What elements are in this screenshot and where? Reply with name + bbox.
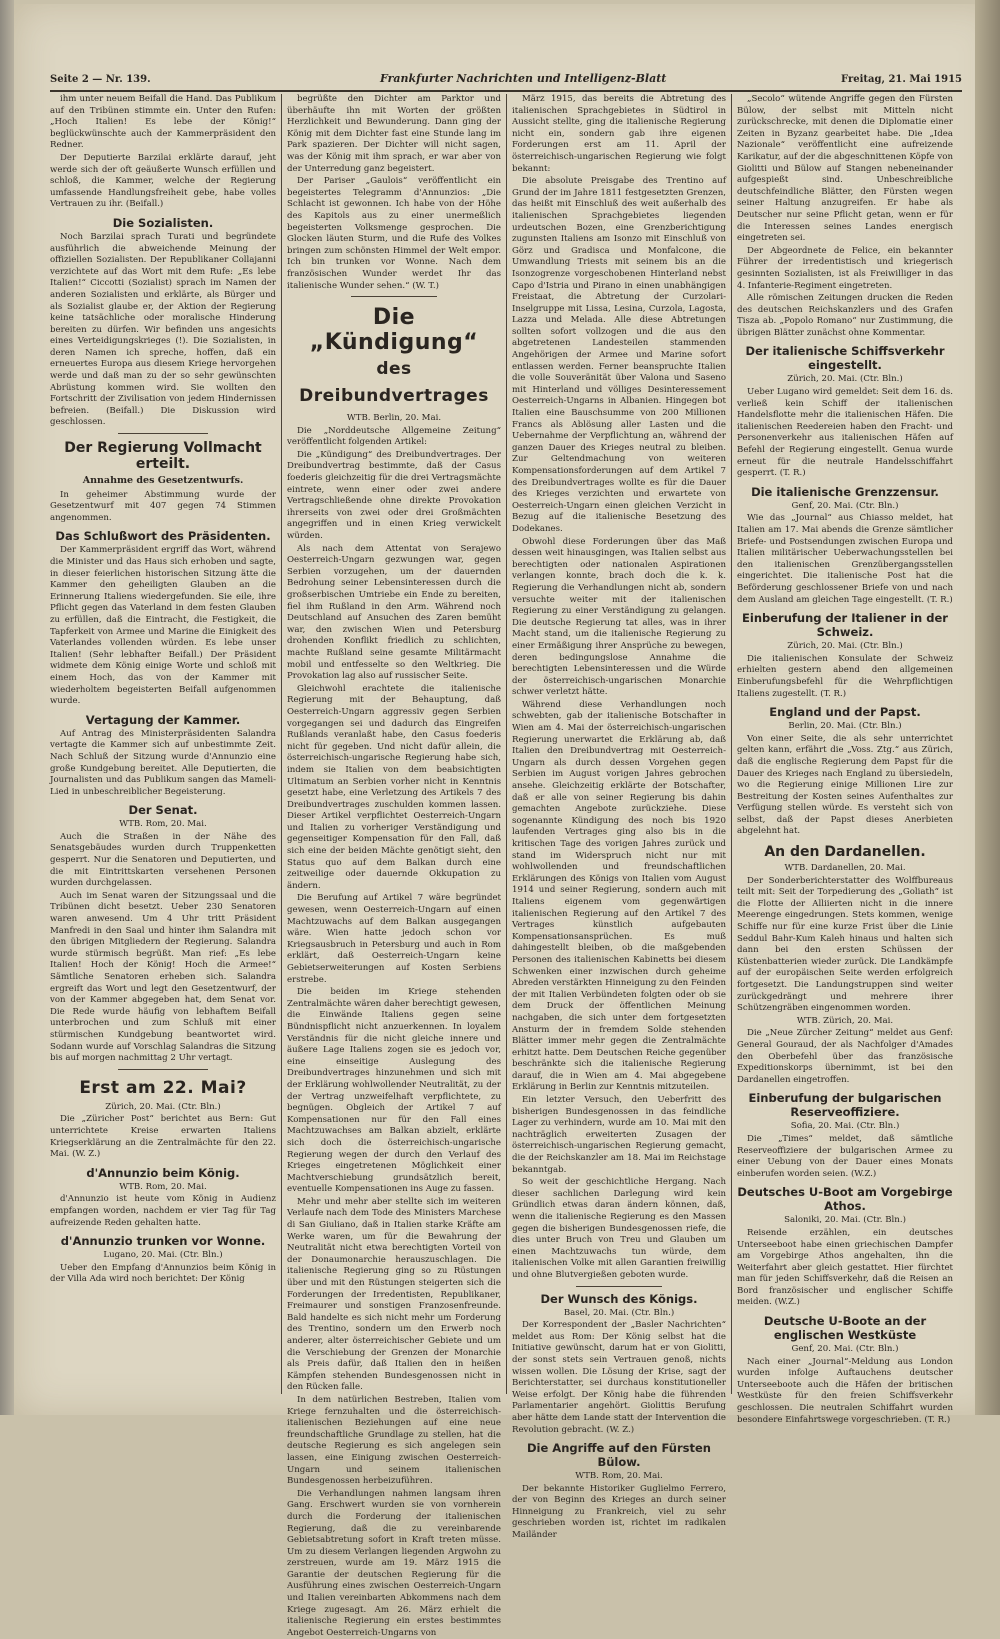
article-text: begrüßte den Dichter am Parktor und überhäufte ihn mit Worten der größten Herzlichkeit und Bewunderung. Dann ging der König mit dem Dichter fast eine Stunde lang im Park spazieren. Der Dichter will nicht sagen, was der König mit ihm sprach, er war aber von der Unterredung ganz begeistert. — [287, 94, 501, 174]
article-text: Mehr und mehr aber stellte sich im weiteren Verlaufe nach dem Tode des Ministers Marchese di San Giuliano, daß in Italien starke Kräfte am Werke waren, um für die Bewahrung der Neutralität nicht etwa berechtigten Vorteil von der Donaumonarchie herauszuschlagen. Die italienische Regierung ging so zu Rüstungen über und mit den Rüstungen steigerten sich die Forderungen der Irredentisten, Republikaner, Freimaurer und sonstigen Franzosenfreunde. Bald handelte es sich nicht mehr um Forderung des Trentino, sondern um den Erwerb noch anderer, alter österreichischer Gebiete und um die Verschiebung der Grenzen der Monarchie als Preis dafür, daß Italien den in heißen Kämpfen stehenden Bundesgenossen nicht in den Rücken falle. — [287, 1196, 501, 1393]
article-text: In dem natürlichen Bestreben, Italien vom Kriege fernzuhalten und die österreichisch-italienischen Beziehungen auf eine neue freundschaftliche Grundlage zu stellen, hat die deutsche Regierung es sich angelegen sein lassen, eine Einigung zwischen Oesterreich-Ungarn und seinem italienischen Bundesgenossen herbeizuführen. — [287, 1394, 501, 1487]
header-page-number: Seite 2 — Nr. 139. — [50, 74, 151, 85]
headline-wunsch-koenig: Der Wunsch des Königs. — [540, 1291, 698, 1306]
headline-sozialisten: Die Sozialisten. — [112, 215, 214, 230]
headline-uboot-athos: Deutsches U-Boot am Vorgebirge Athos. — [737, 1185, 953, 1214]
header-rule — [50, 90, 962, 92]
separator — [118, 1069, 208, 1070]
article-text: Auf Antrag des Ministerpräsidenten Salandra vertagte die Kammer sich auf unbestimmte Zeit. Nach Schluß der Sitzung wurde d'Annunzio eine große Kundgebung bereitet. Alle Deputierten, die Journalisten und das Publikum sangen das Mameli-Lied in unbeschreiblicher Begeisterung. — [50, 728, 276, 797]
page-fold-edge — [975, 0, 1000, 1415]
headline-kuendigung-line1: Die „Kündigung“ — [309, 305, 479, 356]
article-text: Während diese Verhandlungen noch schwebten, gab der italienische Botschafter in Wien am 4. Mai der österreichisch-ungarischen Regierung unerwartet die Erklärung ab, daß Italien den Dreibundvertrag mit Oesterreich-Ungarn als durch dessen Vorgehen gegen Serbien im August vorigen Jahres gebrochen ansehe. Gleichzeitig erklärte der Botschafter, daß er alle von seiner Regierung bis dahin gemachten Angebote zurückziehe. Diese sogenannte Kündigung des noch bis 1920 laufenden Vertrages ging also bis in die kritischen Tage des vorigen Jahres zurück und stand im Widerspruch nicht nur mit wohlwollenden und freundschaftlichen Erklärungen des Königs von Italien vom August 1914 und seiner Regierung, sondern auch mit Italiens eigenem vom gegenwärtigen italienischen Regierung auf den Artikel 7 des Vertrages künstlich aufgebauten Kompensationsansprüchen. Es muß dahingestellt bleiben, ob die maßgebenden Personen des italienischen Kabinetts bei diesem Schwenken einer inzwischen durch geheime Abreden verstärkten Hinneigung zu den Feinden der mit Italien Verbündeten folgten oder ob sie dem Druck der öffentlichen Meinung nachgaben, die sich unter dem fortgesetzten Ansturm der in fremdem Solde stehenden Blätter immer mehr gegen die Zentralmächte erhitzt hatte. Dem Deutschen Reiche gegenüber beschränkte sich die italienische Regierung darauf, die in Wien am 4. Mai abgegebene Erklärung in Berlin zur Kenntnis mitzuteilen. — [512, 699, 726, 1093]
article-text: Die absolute Preisgabe des Trentino auf Grund der im Jahre 1811 festgesetzten Grenzen, das heißt mit Einschluß des weit außerhalb des italienischen Sprachgebietes liegenden urdeutschen Bozen, eine Grenzberichtigung zugunsten Italiens am Isonzo mit Einschluß von Görz und Gradisca und Monfalcone, die Umwandlung Triests mit seinem bis an die Isonzogrenze vorgeschobenen Hinterland nebst Capo d'Istria und Pirano in einen unabhängigen Freistaat, die Abtretung der Curzolari-Inselgruppe mit Lissa, Lesina, Curzola, Lagosta, Lazza und Melada. Alle diese Abtretungen sollten sofort vollzogen und die aus den abgetretenen Landesteilen stammenden Angehörigen der Armee und Marine sofort entlassen werden. Ferner beanspruchte Italien die volle Souveränität über Valona und Saseno mit Hinterland und völliges Desinteressement Oesterreich-Ungarns in Albanien. Hingegen bot Italien eine Bauschsumme von 200 Millionen Francs als Ablösung aller Lasten und die Uebernahme der Verpflichtung an, während der ganzen Dauer des Krieges neutral zu bleiben. Zur Geltendmachung von weiteren Kompensationsforderungen auf dem Artikel 7 des Dreibundvertrages wollte es für die Dauer des Krieges verzichten und erwartete von Oesterreich-Ungarn einen gleichen Verzicht in Bezug auf die italienische Besetzung des Dodekanes. — [512, 176, 726, 534]
article-text: Noch Barzilai sprach Turati und begründete ausführlich die abweichende Meinung der offiziellen Sozialisten. Der Republikaner Collajanni verzichtete auf das Wort mit dem Rufe: „Es lebe Italien!“ Ciccotti (Sozialist) sprach im Namen der anderen Sozialisten und erklärte, als Bürger und als Sozialist glaube er, der Aktion der Regierung keine tatsächliche oder moralische Hinderung bereiten zu dürfen. Wir befinden uns angesichts eines Verteidigungskrieges (!). Die Sozialisten, in deren Namen ich spreche, hoffen, daß ein erneuertes Europa aus diesem Kriege hervorgehen werde und daß man zu der so sehr gewünschten Abrüstung kommen wird. Sie wollten den Fortschritt der Zivilisation von jedem Hindernissen befreien. (Beifall.) Die Diskussion wird geschlossen. — [50, 231, 276, 428]
dateline: WTB. Rom, 20. Mai. — [119, 1181, 207, 1192]
headline-uboote-westkueste: Deutsche U-Boote an der englischen Westküste — [763, 1314, 927, 1343]
dateline: Zürich, 20. Mai. (Ctr. Bln.) — [787, 374, 903, 385]
column-1 — [50, 94, 276, 1394]
article-text: Gleichwohl erachtete die italienische Regierung mit der Behauptung, daß Oesterreich-Ungarn aggressiv gegen Serbien vorgegangen sei und dadurch das Eingreifen Rußlands veranlaßt habe, den Casus foederis nicht für gegeben. Und nicht dafür allein, die österreichisch-ungarische Regierung habe sich, indem sie Italien von dem beabsichtigten Ultimatum an Serbien vorher nicht in Kenntnis gesetzt habe, eine Verletzung des Artikels 7 des Dreibundvertrages zuschulden kommen lassen. Dieser Artikel verpflichtet Oesterreich-Ungarn und Italien zu vorheriger Verständigung und gegenseitiger Kompensation für den Fall, daß sich eine der beiden Mächte genötigt sieht, den Status quo auf dem Balkan durch eine zeitweilige oder dauernde Okkupation zu ändern. — [287, 683, 501, 891]
dateline: WTB. Rom, 20. Mai. — [119, 819, 207, 830]
article-text: Auch die Straßen in der Nähe des Senatsgebäudes wurden durch Truppenketten gesperrt. Nur die Senatoren und Deputierten, und die mit Eintrittskarten versehenen Personen wurden durchgelassen. — [50, 831, 276, 889]
article-text: So weit der geschichtliche Hergang. Nach dieser sachlichen Darlegung wird kein Gründlich etwas daran ändern können, daß, wenn die italienische Regierung es den Massen gegen die bisherigen Bundesgenossen riefe, die dies unter Bruch von Treu und Glauben um einen Machtzuwachs tun würde, dem italienischen Volke mit allen Garantien freiwillig und ohne Blutvergießen geboten wurde. — [512, 1177, 726, 1280]
subheadline: Annahme des Gesetzentwurfs. — [82, 475, 244, 487]
article-text: Der Sonderberichterstatter des Wolffbureaus teilt mit: Seit der Torpedierung des „Goliath“ ist die Flotte der Alliierten nicht in die innere Meerenge eingedrungen. Stets kommen, wenige Schiffe nur für eine kurze Frist über die Linie Seddul Bahr-Kum Kaleh hinaus und halten sich dann bei den ersten Schüssen der Küstenbatterien wieder zurück. Die Landkämpfe auf der europäischen Seite werden erfolgreich fortgesetzt. Die Landungstruppen sind weiter zurückgedrängt und mehrere ihrer Schützengräben eingenommen worden. — [737, 875, 953, 1014]
headline-bulgarische-reserve: Einberufung der bulgarischen Reserveoffiziere. — [748, 1091, 942, 1120]
dateline: Genf, 20. Mai. (Ctr. Bln.) — [791, 500, 899, 511]
headline-grenzzensur: Die italienische Grenzzensur. — [751, 484, 939, 499]
article-text: d'Annunzio ist heute vom König in Audienz empfangen worden, nachdem er vier Tag für Tag aufreizende Reden gehalten hatte. — [50, 1194, 276, 1228]
dateline: Zürich, 20. Mai. (Ctr. Bln.) — [787, 641, 903, 652]
article-text: Die Verhandlungen nahmen langsam ihren Gang. Erschwert wurden sie von vornherein durch die Forderung der italienischen Regierung, daß die zu vereinbarende Gebietsabtretung sofort in Kraft treten müsse. Um zu diesem Verlangen liegenden Argwohn zu zerstreuen, wurde am 19. März 1915 die Garantie der deutschen Regierung für die Ausführung eines zwischen Oesterreich-Ungarn und Italien vereinbarten Abkommens nach dem Kriege zugesagt. Am 26. März erhielt die italienische Regierung ein erstes bestimmtes Angebot Oesterreich-Ungarns von — [287, 1488, 501, 1638]
article-text: Die „Times“ meldet, daß sämtliche Reserveoffiziere der bulgarischen Armee zu einer Uebung von der Dauer eines Monats einberufen worden seien. (W.Z.) — [737, 1133, 953, 1179]
article-text: März 1915, das bereits die Abtretung des italienischen Sprachgebietes in Südtirol in Aussicht stellte, ging die italienische Regierung nicht ein, sondern gab ihre eigenen Forderungen erst am 11. April der österreichisch-ungarischen Regierung wie folgt bekannt: — [512, 94, 726, 174]
dateline: Berlin, 20. Mai. (Ctr. Bln.) — [788, 721, 902, 732]
article-text: Ueber Lugano wird gemeldet: Seit dem 16. ds. verließ kein Schiff der italienischen Handelsflotte mehr die italienischen Häfen. Die italienischen Reedereien haben den Fracht- und Personenverkehr aus italienischen Häfen auf Befehl der Regierung eingestellt. Genua wurde erneut für die neutrale Handelsschiffahrt gesperrt. (T. R.) — [737, 387, 953, 479]
headline-angriffe-buelow: Die Angriffe auf den Fürsten Bülow. — [527, 1441, 711, 1470]
page-header — [50, 72, 962, 88]
article-text: Der Deputierte Barzilai erklärte darauf, jeht werde sich der oft geäußerte Wunsch erfüllen und schloß, die Kammer, welche der Regierung umfassende Handlungsfreiheit gebe, habe volles Vertrauen zu ihr. (Beifall.) — [50, 152, 276, 210]
column-2 — [287, 94, 501, 1638]
dateline: Genf, 20. Mai. (Ctr. Bln.) — [791, 1344, 899, 1355]
article-text: Der Kammerpräsident ergriff das Wort, während die Minister und das Haus sich erhoben und sagte, in dieser feierlichen historischen Sitzung ätte die Kammer den geheiligten Glauben an die Erinnerung Italiens wiedergefunden. Sie eile, ihre Pflicht gegen das Vaterland in dem festen Glauben zu erfüllen, daß die Eintracht, die Festigkeit, die Tapferkeit von Armee und Marine die Einigkeit des Vaterlandes vollenden würden. Es lebe unser Italien! (Sehr lebhafter Beifall.) Der Präsident widmete dem König einige Worte und schloß mit einem Hoch, das von der Kammer mit wiederholtem begeisterten Beifall aufgenommen wurde. — [50, 545, 276, 707]
article-text: Die „Norddeutsche Allgemeine Zeitung“ veröffentlicht folgenden Artikel: — [287, 425, 501, 448]
separator — [118, 433, 208, 434]
dateline: Saloniki, 20. Mai. (Ctr. Bln.) — [784, 1215, 906, 1226]
article-text: Der Korrespondent der „Basler Nachrichten“ meldet aus Rom: Der König selbst hat die Initiative gewünscht, darum hat er von Giolitti, der sonst stets sein Vertrauen genoß, nichts wissen wollen. Die Lösung der Krise, sagt der Berichterstatter, sei durchaus konstitutioneller Weise erfolgt. Der König habe die führenden Parlamentarier angehört. Giolittis Berufung aber hätte dem Lande statt der Intervention die Revolution gebracht. (W. Z.) — [512, 1320, 726, 1435]
article-text: Reisende erzählen, ein deutsches Unterseeboot habe einen griechischen Dampfer am Vorgebirge Athos angehalten, ihn die Weiterfahrt aber gleich gestattet. Hier fürchtet man für jeden Schiffsverkehr, daß die Reisen an Bord französischer und englischer Schiffe meiden. (W.Z.) — [737, 1227, 953, 1308]
dateline: Lugano, 20. Mai. (Ctr. Bln.) — [103, 1250, 223, 1261]
headline-einberufung-schweiz: Einberufung der Italiener in der Schweiz. — [742, 611, 948, 640]
headline-kuendigung-line2: des Dreibundvertrages — [299, 359, 489, 407]
headline-annunzio-wonne: d'Annunzio trunken vor Wonne. — [60, 1234, 266, 1249]
article-text: Der bekannte Historiker Guglielmo Ferrero, der von Beginn des Krieges an durch seiner Hinneigung zu Frankreich, viel zu sehr geschrieben worden ist, richtet im radikalen Mailänder — [512, 1483, 726, 1541]
article-text: ihm unter neuem Beifall die Hand. Das Publikum auf den Tribünen stimmte ein. Unter den Rufen: „Hoch Italien! Es lebe der König!“ beglückwünschte auch der Kammerpräsident den Redner. — [50, 94, 276, 151]
dateline: WTB. Zürich, 20. Mai. — [796, 1015, 894, 1026]
article-text: Die italienischen Konsulate der Schweiz erhielten gestern abend den allgemeinen Einberufungsbefehl für die Wehrpflichtigen Italiens zugestellt. (T. R.) — [737, 653, 953, 699]
headline-kuendigung — [287, 305, 501, 409]
separator — [351, 296, 437, 297]
dateline: Basel, 20. Mai. (Ctr. Bln.) — [563, 1307, 675, 1318]
article-text: Die „Kündigung“ des Dreibundvertrages. Der Dreibundvertrag bestimmte, daß der Casus foederis gleichzeitig für die drei Vertragsmächte eintrete, wenn einer oder zwei andere Vertragschließende ohne direkte Provokation ihrerseits von zwei oder drei Großmächten angegriffen und in einen Krieg verwickelt würden. — [287, 449, 501, 542]
separator — [576, 1286, 662, 1287]
article-text: Die beiden im Kriege stehenden Zentralmächte wären daher berechtigt gewesen, die Einwände Italiens gegen seine Bündnispflicht nicht anzuerkennen. In loyalem Verständnis für die nicht gleiche innere und äußere Lage Italiens zogen sie es jedoch vor, eine einseitige Auslegung des Dreibundvertrages hinzunehmen und sich mit der Erklärung wohlwollender Neutralität, zu der der Vertrag unzweifelhaft verpflichtete, zu begnügen. Obgleich der Artikel 7 auf Kompensationen nur für den Fall eines Machtzuwachses am Balkan abzielt, erklärte sich doch die österreichisch-ungarische Regierung wegen der durch den Verlauf des Krieges eingetretenen Möglichkeit einer Machtverschiebung grundsätzlich bereit, eventuelle Kompensationen ins Auge zu fassen. — [287, 987, 501, 1195]
column-divider — [506, 94, 507, 1394]
dateline: WTB. Dardanellen, 20. Mai. — [784, 863, 906, 874]
headline-schlusswort: Das Schlußwort des Präsidenten. — [55, 529, 271, 544]
headline-vollmacht: Der Regierung Vollmacht erteilt. — [64, 440, 262, 473]
article-text: Der Pariser „Gaulois“ veröffentlicht ein begeistertes Telegramm d'Annunzios: „Die Schlacht ist gewonnen. Ich habe von der Höhe des Kapitols aus zu einer unermeßlich begeisterten Volksmenge gesprochen. Die Glocken läuten Sturm, und die Rufe des Volkes bringen zum schönsten Himmel der Welt empor. Ich bin trunken vor Wonne. Nach dem französischen Wunder werdet Ihr das italienische Wunder sehen.“ (W. T.) — [287, 176, 501, 291]
article-text: Die „Züricher Post“ berichtet aus Bern: Gut unterrichtete Kreise erwarten Italiens Kriegserklärung an die Zentralmächte für den 22. Mai. (W. Z.) — [50, 1114, 276, 1160]
article-text: Ein letzter Versuch, den Ueberfritt des bisherigen Bundesgenossen in das feindliche Lager zu verhindern, wurde am 10. Mai mit den nachträglich erweiterten Zusagen der österreichisch-ungarischen Regierung gemacht, die der Reichskanzler am 18. Mai im Reichstage bekanntgab. — [512, 1095, 726, 1175]
column-divider — [281, 94, 282, 1394]
article-text: Von einer Seite, die als sehr unterrichtet gelten kann, erfährt die „Voss. Ztg.“ aus Zürich, daß die englische Regierung dem Papst für die Dauer des Krieges nach England zu übersiedeln, wo die Regierung einige Millionen Lire zur Bestreitung der Kosten seines Aufenthaltes zur Verfügung stellen würde. Es versteht sich von selbst, daß der Papst dieses Anerbieten abgelehnt hat. — [737, 733, 953, 837]
header-date: Freitag, 21. Mai 1915 — [841, 74, 962, 85]
headline-dardanellen: An den Dardanellen. — [764, 844, 926, 861]
dateline: Sofia, 20. Mai. (Ctr. Bln.) — [790, 1121, 900, 1132]
dateline: Zürich, 20. Mai. (Ctr. Bln.) — [105, 1101, 221, 1112]
headline-erst-am-22-mai: Erst am 22. Mai? — [79, 1077, 247, 1098]
article-text: Als nach dem Attentat von Serajewo Oesterreich-Ungarn gezwungen war, gegen Serbien vorzugehen, um der dauernden Bedrohung seiner Lebensinteressen durch die großserbischen Umtriebe ein Ende zu bereiten, fiel ihm Rußland in den Arm. Während noch Deutschland auf Ansuchen des Zaren bemüht war, den zwischen Wien und Petersburg drohenden Konflikt friedlich zu schlichten, machte Rußland seine gesamte Militärmacht mobil und entfesselte so den Weltkrieg. Die Provokation lag also auf russischer Seite. — [287, 543, 501, 682]
dateline: WTB. Rom, 20. Mai. — [575, 1471, 663, 1482]
column-divider — [731, 94, 732, 1394]
article-text: Auch im Senat waren der Sitzungssaal und die Tribünen dicht besetzt. Ueber 230 Senatoren waren anwesend. Um 4 Uhr tritt Präsident Manfredi in den Saal und hinter ihm Salandra mit den übrigen Mitgliedern der Regierung. Salandra wurde stürmisch begrüßt. Man rief: „Es lebe Italien! Hoch der König! Hoch die Armee!“ Sämtliche Senatoren erheben sich. Salandra ergreift das Wort und legt den Gesetzentwurf, der von der Kammer abgegeben hat, dem Senat vor. Die Rede wurde häufig von lebhaftem Beifall unterbrochen und zum Schluß mit einer stürmischen Kundgebung beantwortet wird. Sodann wurde auf Vorschlag Salandras die Sitzung bis auf morgen nachmittag 2 Uhr vertagt. — [50, 890, 276, 1064]
article-text: In geheimer Abstimmung wurde der Gesetzentwurf mit 407 gegen 74 Stimmen angenommen. — [50, 489, 276, 523]
headline-annunzio-koenig: d'Annunzio beim König. — [86, 1165, 240, 1180]
article-text: Alle römischen Zeitungen drucken die Reden des deutschen Reichskanzlers und des Grafen Tisza ab. „Popolo Romano“ nur Zustimmung, die übrigen Blätter zunächst ohne Kommentar. — [737, 293, 953, 338]
column-4 — [737, 94, 953, 1425]
article-text: Nach einer „Journal“-Meldung aus London wurden infolge Auftauchens deutscher Unterseeboote auch die Häfen der britischen Westküste für den freien Schiffsverkehr geschlossen. Die neutralen Schiffahrt wurden besondere Einfahrtswege vorgeschrieben. (T. R.) — [737, 1356, 953, 1425]
article-text: Ueber den Empfang d'Annunzios beim König in der Villa Ada wird noch berichtet: Der König — [50, 1262, 276, 1285]
article-text: Obwohl diese Forderungen über das Maß dessen weit hinausgingen, was Italien selbst aus berechtigten oder nationalen Aspirationen verlangen konnte, brach doch die k. k. Regierung die Verhandlungen nicht ab, sondern versuchte weiter mit der italienischen Regierung zu einer Verständigung zu gelangen. Die deutsche Regierung tat alles, was in ihrer Macht stand, um die italienische Regierung zu einer Ermäßigung ihrer Ansprüche zu bewegen, deren bedingungslose Annahme die berechtigten Lebensinteressen und die Würde der österreichisch-ungarischen Monarchie schwer verletzt hätte. — [512, 536, 726, 698]
headline-schiffsverkehr: Der italienische Schiffsverkehr eingestellt. — [745, 344, 945, 373]
column-3 — [512, 94, 726, 1541]
dateline: WTB. Berlin, 20. Mai. — [346, 413, 442, 424]
article-text: Wie das „Journal“ aus Chiasso meldet, hat Italien am 17. Mai abends die Grenze sämtlicher Briefe- und Postsendungen zwischen Europa und Italien militärischer Ueberwachungsstellen bei den italienischen Grenzübergangsstellen eingerichtet. Die italienische Post hat die Beförderung geschlossener Briefe von und nach dem Ausland am gleichen Tage eingestellt. (T. R.) — [737, 513, 953, 605]
article-text: Die Berufung auf Artikel 7 wäre begründet gewesen, wenn Oesterreich-Ungarn auf einen Machtzuwachs auf dem Balkan ausgegangen wäre. Wien hatte jedoch schon vor Kriegsausbruch in Petersburg und auch in Rom erklärt, daß Oesterreich-Ungarn keine Gebietserweiterungen auf Kosten Serbiens erstrebe. — [287, 893, 501, 985]
article-text: Die „Neue Zürcher Zeitung“ meldet aus Genf: General Gouraud, der als Nachfolger d'Amades den Oberbefehl über das französische Expeditionskorps übernimmt, ist bei den Dardanellen eingetroffen. — [737, 1028, 953, 1085]
header-masthead: Frankfurter Nachrichten und Intelligenz-Blatt — [380, 72, 667, 85]
article-text: „Secolo“ wütende Angriffe gegen den Fürsten Bülow, der selbst mit Mitteln nicht zurückschrecke, mit denen die Diplomatie einer Zeiten in Byzanz gearbeitet habe. Die „Idea Nazionale“ veröffentlicht eine aufreizende Karikatur, auf der die abgeschnittenen Köpfe von Giolitti und Bülow auf Stangen nebeneinander aufgespießt sind. Unbeschreibliche deutschfeindliche Blätter, den Fürsten wegen seiner Haltung anzugreifen. Er habe als Deutscher nur seine Pflicht getan, wenn er für die Interessen seines Landes energisch eingetreten sei. — [737, 94, 953, 244]
headline-senat: Der Senat. — [128, 803, 198, 818]
binding-edge — [0, 0, 14, 1415]
headline-england-papst: England und der Papst. — [769, 705, 921, 720]
headline-vertagung: Vertagung der Kammer. — [85, 712, 241, 727]
article-text: Der Abgeordnete de Felice, ein bekannter Führer der irredentistisch und kriegerisch gesinnten Sozialisten, ist als Freiwilliger in das 4. Infanterie-Regiment eingetreten. — [737, 245, 953, 291]
